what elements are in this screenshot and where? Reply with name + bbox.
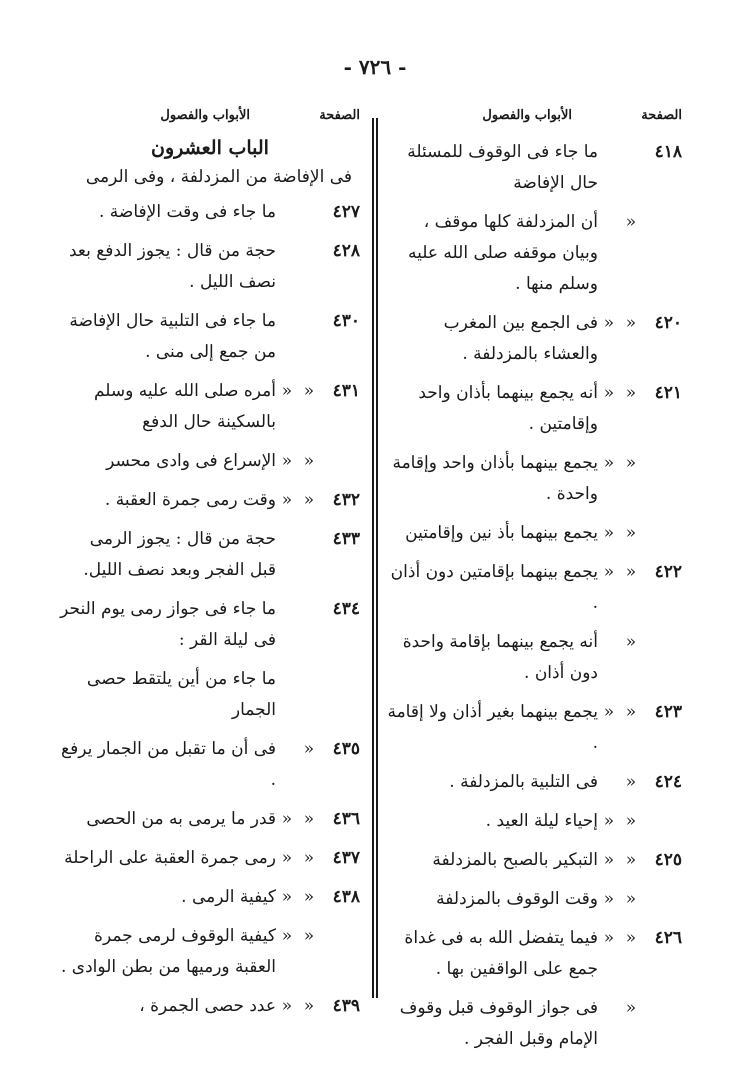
entry-text: أمره صلى الله عليه وسلم بالسكينة حال الدفع bbox=[93, 381, 276, 432]
ditto-mark: « bbox=[625, 850, 637, 870]
entry-text: فى التلبية بالمزدلفة . bbox=[449, 772, 598, 792]
entry-text: الإسراع فى وادى محسر bbox=[106, 451, 276, 471]
index-entry bbox=[60, 485, 360, 516]
entry-text: يجمع بينهما بغير أذان ولا إقامة . bbox=[387, 702, 598, 753]
ditto-mark: « bbox=[281, 848, 293, 868]
ditto-mark: « bbox=[303, 490, 315, 510]
entry-text: ما جاء فى التلبية حال الإفاضة من جمع إلى منى . bbox=[69, 311, 276, 362]
ditto-mark: « bbox=[603, 928, 615, 948]
index-entry bbox=[60, 376, 360, 438]
entry-page-number: ٤٢٢ bbox=[654, 562, 682, 582]
ditto-mark: « bbox=[281, 926, 293, 946]
ditto-mark: « bbox=[625, 772, 637, 792]
entry-page-number: ٤٢٥ bbox=[654, 850, 682, 870]
entry-page-number: ٤٣٥ bbox=[332, 739, 360, 759]
sections-column-label: الأبواب والفصول bbox=[160, 108, 250, 123]
entry-page-number: ٤٢٦ bbox=[654, 928, 682, 948]
index-entry bbox=[385, 378, 682, 440]
ditto-mark: « bbox=[281, 490, 293, 510]
entry-text: عدد حصى الجمرة ، bbox=[139, 996, 276, 1016]
index-entry bbox=[60, 991, 360, 1022]
ditto-mark: « bbox=[625, 928, 637, 948]
index-entry bbox=[60, 882, 360, 913]
index-entry bbox=[385, 627, 682, 689]
entry-page-number: ٤٣٠ bbox=[332, 311, 360, 331]
ditto-mark: « bbox=[281, 451, 293, 471]
ditto-mark: « bbox=[625, 998, 637, 1018]
sections-column-label: الأبواب والفصول bbox=[482, 108, 572, 123]
entry-text: أنه يجمع بينهما بأذان واحد وإقامتين . bbox=[418, 383, 598, 434]
ditto-mark: « bbox=[281, 887, 293, 907]
page-column-label: الصفحة bbox=[641, 108, 682, 123]
index-entry bbox=[60, 734, 360, 796]
index-entry bbox=[385, 697, 682, 759]
entry-text: ما جاء فى وقت الإفاضة . bbox=[99, 202, 276, 222]
entry-text: ما جاء فى جواز رمى يوم النحر فى ليلة القر : bbox=[60, 599, 276, 650]
ditto-mark: « bbox=[603, 850, 615, 870]
ditto-mark: « bbox=[625, 562, 637, 582]
entry-list bbox=[60, 197, 360, 1022]
entry-text: حجة من قال : يجوز الرمى قبل الفجر وبعد نصف الليل. bbox=[83, 529, 276, 580]
index-entry bbox=[385, 518, 682, 549]
column-header bbox=[60, 108, 360, 123]
entry-page-number: ٤٣٢ bbox=[332, 490, 360, 510]
entry-text: حجة من قال : يجوز الدفع بعد نصف الليل . bbox=[68, 241, 276, 292]
chapter-subtitle: فى الإفاضة من المزدلفة ، وفى الرمى bbox=[85, 167, 352, 187]
ditto-mark: « bbox=[603, 383, 615, 403]
entry-page-number: ٤٣٦ bbox=[332, 809, 360, 829]
ditto-mark: « bbox=[303, 809, 315, 829]
ditto-mark: « bbox=[303, 381, 315, 401]
entry-text: ما جاء من أين يلتقط حصى الجمار bbox=[86, 669, 276, 720]
entry-page-number: ٤٢٤ bbox=[654, 772, 682, 792]
index-entry bbox=[60, 197, 360, 228]
ditto-mark: « bbox=[625, 212, 637, 232]
entry-page-number: ٤٢١ bbox=[654, 383, 682, 403]
ditto-mark: « bbox=[603, 811, 615, 831]
column-divider bbox=[372, 118, 374, 998]
ditto-mark: « bbox=[303, 848, 315, 868]
index-entry bbox=[385, 767, 682, 798]
entry-text: رمى جمرة العقبة على الراحلة bbox=[64, 848, 276, 868]
entry-page-number: ٤١٨ bbox=[654, 142, 682, 162]
column-divider bbox=[376, 118, 378, 998]
entry-page-number: ٤٣٨ bbox=[332, 887, 360, 907]
entry-text: فيما يتفضل الله به فى غداة جمع على الواقفين بها . bbox=[404, 928, 598, 979]
ditto-mark: « bbox=[625, 453, 637, 473]
entry-text: يجمع بينهما بأذ نين وإقامتين bbox=[405, 523, 598, 543]
ditto-mark: « bbox=[625, 313, 637, 333]
entry-page-number: ٤٣٤ bbox=[332, 599, 360, 619]
right-column bbox=[385, 108, 682, 1063]
ditto-mark: « bbox=[603, 453, 615, 473]
entry-text: فى جواز الوقوف قبل وقوف الإمام وقبل الفجر . bbox=[399, 998, 598, 1049]
ditto-mark: « bbox=[603, 523, 615, 543]
index-entry bbox=[385, 845, 682, 876]
ditto-mark: « bbox=[603, 702, 615, 722]
ditto-mark: « bbox=[303, 739, 315, 759]
ditto-mark: « bbox=[603, 313, 615, 333]
index-entry bbox=[385, 448, 682, 510]
ditto-mark: « bbox=[625, 632, 637, 652]
ditto-mark: « bbox=[281, 996, 293, 1016]
left-column bbox=[60, 108, 360, 1030]
ditto-mark: « bbox=[603, 889, 615, 909]
entry-text: كيفية الرمى . bbox=[181, 887, 276, 907]
index-entry bbox=[385, 207, 682, 300]
index-entry bbox=[385, 557, 682, 619]
column-header bbox=[385, 108, 682, 123]
ditto-mark: « bbox=[281, 381, 293, 401]
entry-page-number: ٤٣١ bbox=[332, 381, 360, 401]
entry-text: إحياء ليلة العيد . bbox=[485, 811, 598, 831]
page-number: - ٧٢٦ - bbox=[343, 55, 407, 79]
entry-text: قدر ما يرمى به من الحصى bbox=[86, 809, 276, 829]
entry-text: وقت الوقوف بالمزدلفة bbox=[436, 889, 598, 909]
index-entry bbox=[385, 308, 682, 370]
entry-page-number: ٤٢٧ bbox=[332, 202, 360, 222]
entry-text: وقت رمى جمرة العقبة . bbox=[104, 490, 276, 510]
ditto-mark: « bbox=[625, 811, 637, 831]
index-entry bbox=[60, 804, 360, 835]
ditto-mark: « bbox=[625, 383, 637, 403]
index-entry bbox=[385, 884, 682, 915]
entry-page-number: ٤٢٣ bbox=[654, 702, 682, 722]
index-entry bbox=[385, 806, 682, 837]
index-entry bbox=[60, 664, 360, 726]
entry-list bbox=[385, 137, 682, 1055]
entry-text: كيفية الوقوف لرمى جمرة العقبة ورميها من بطن الوادى . bbox=[61, 926, 276, 977]
index-entry bbox=[60, 524, 360, 586]
entry-text: يجمع بينهما بإقامتين دون أذان . bbox=[390, 562, 598, 613]
index-entry bbox=[385, 923, 682, 985]
index-entry bbox=[60, 843, 360, 874]
entry-text: فى الجمع بين المغرب والعشاء بالمزدلفة . bbox=[443, 313, 598, 364]
entry-page-number: ٤٣٩ bbox=[332, 996, 360, 1016]
ditto-mark: « bbox=[625, 523, 637, 543]
ditto-mark: « bbox=[603, 562, 615, 582]
entry-text: فى أن ما تقبل من الجمار يرفع . bbox=[61, 739, 276, 790]
ditto-mark: « bbox=[625, 702, 637, 722]
entry-text: أنه يجمع بينهما بإقامة واحدة دون أذان . bbox=[402, 632, 598, 683]
index-entry bbox=[60, 446, 360, 477]
entry-page-number: ٤٣٧ bbox=[332, 848, 360, 868]
entry-text: التبكير بالصبح بالمزدلفة bbox=[432, 850, 598, 870]
ditto-mark: « bbox=[281, 809, 293, 829]
index-entry bbox=[60, 236, 360, 298]
entry-text: ما جاء فى الوقوف للمسئلة حال الإفاضة bbox=[407, 142, 598, 193]
page-column-label: الصفحة bbox=[319, 108, 360, 123]
index-entry bbox=[60, 921, 360, 983]
ditto-mark: « bbox=[303, 887, 315, 907]
ditto-mark: « bbox=[303, 926, 315, 946]
index-entry bbox=[385, 137, 682, 199]
ditto-mark: « bbox=[303, 451, 315, 471]
entry-text: أن المزدلفة كلها موقف ، وبيان موقفه صلى الله عليه وسلم منها . bbox=[408, 212, 598, 294]
index-entry bbox=[385, 993, 682, 1055]
index-entry bbox=[60, 594, 360, 656]
ditto-mark: « bbox=[303, 996, 315, 1016]
ditto-mark: « bbox=[625, 889, 637, 909]
entry-page-number: ٤٢٠ bbox=[654, 313, 682, 333]
chapter-title: الباب العشرون bbox=[151, 137, 269, 159]
entry-text: يجمع بينهما بأذان واحد وإقامة واحدة . bbox=[392, 453, 598, 504]
entry-page-number: ٤٣٣ bbox=[332, 529, 360, 549]
index-entry bbox=[60, 306, 360, 368]
entry-page-number: ٤٢٨ bbox=[332, 241, 360, 261]
